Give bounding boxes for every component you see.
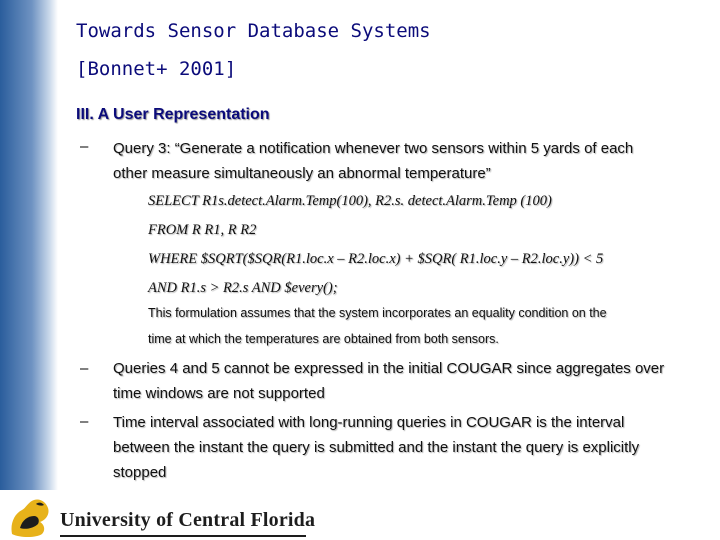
query-line-where: WHERE $SQRT($SQR(R1.loc.x – R2.loc.x) + $SQR( R1.loc.y – R2.loc.y)) < 5: [148, 251, 604, 267]
bullet-1-text: [113, 136, 633, 186]
note-line-2: time at which the temperatures are obtained from both sensors.: [148, 332, 499, 346]
bullet-2-text: [113, 356, 664, 406]
query-line-and: AND R1.s > R2.s AND $every();: [148, 280, 338, 296]
bullet-marker: –: [80, 360, 89, 377]
query-line-from: FROM R R1, R R2: [148, 222, 257, 238]
bullet-1-line-2: other measure simultaneously an abnormal temperature”: [113, 165, 491, 182]
ucf-pegasus-logo-icon: [6, 494, 56, 538]
left-gradient-bar: [0, 0, 58, 490]
bullet-marker: –: [80, 138, 89, 155]
slide-title: Towards Sensor Database Systems: [76, 20, 431, 42]
university-name: University of Central Florida: [60, 509, 316, 531]
bullet-1-line-1: Query 3: “Generate a notification whenever two sensors within 5 yards of each: [113, 140, 634, 157]
bullet-3-line-1: Time interval associated with long-running queries in COUGAR is the interval: [113, 414, 625, 431]
section-heading: III. A User Representation: [76, 106, 270, 123]
bullet-3-text: [113, 410, 639, 485]
slide-subtitle: [Bonnet+ 2001]: [76, 58, 237, 80]
bullet-2-line-2: time windows are not supported: [113, 385, 325, 402]
note-line-1: This formulation assumes that the system incorporates an equality condition on the: [148, 306, 607, 320]
bullet-3-line-3: stopped: [113, 464, 167, 481]
bullet-3-line-2: between the instant the query is submitted and the instant the query is explicitly: [113, 439, 640, 456]
footer-rule: [60, 535, 306, 537]
bullet-marker: –: [80, 413, 89, 430]
query-line-select: SELECT R1s.detect.Alarm.Temp(100), R2.s. detect.Alarm.Temp (100): [148, 193, 552, 209]
bullet-2-line-1: Queries 4 and 5 cannot be expressed in the initial COUGAR since aggregates over: [113, 360, 665, 377]
